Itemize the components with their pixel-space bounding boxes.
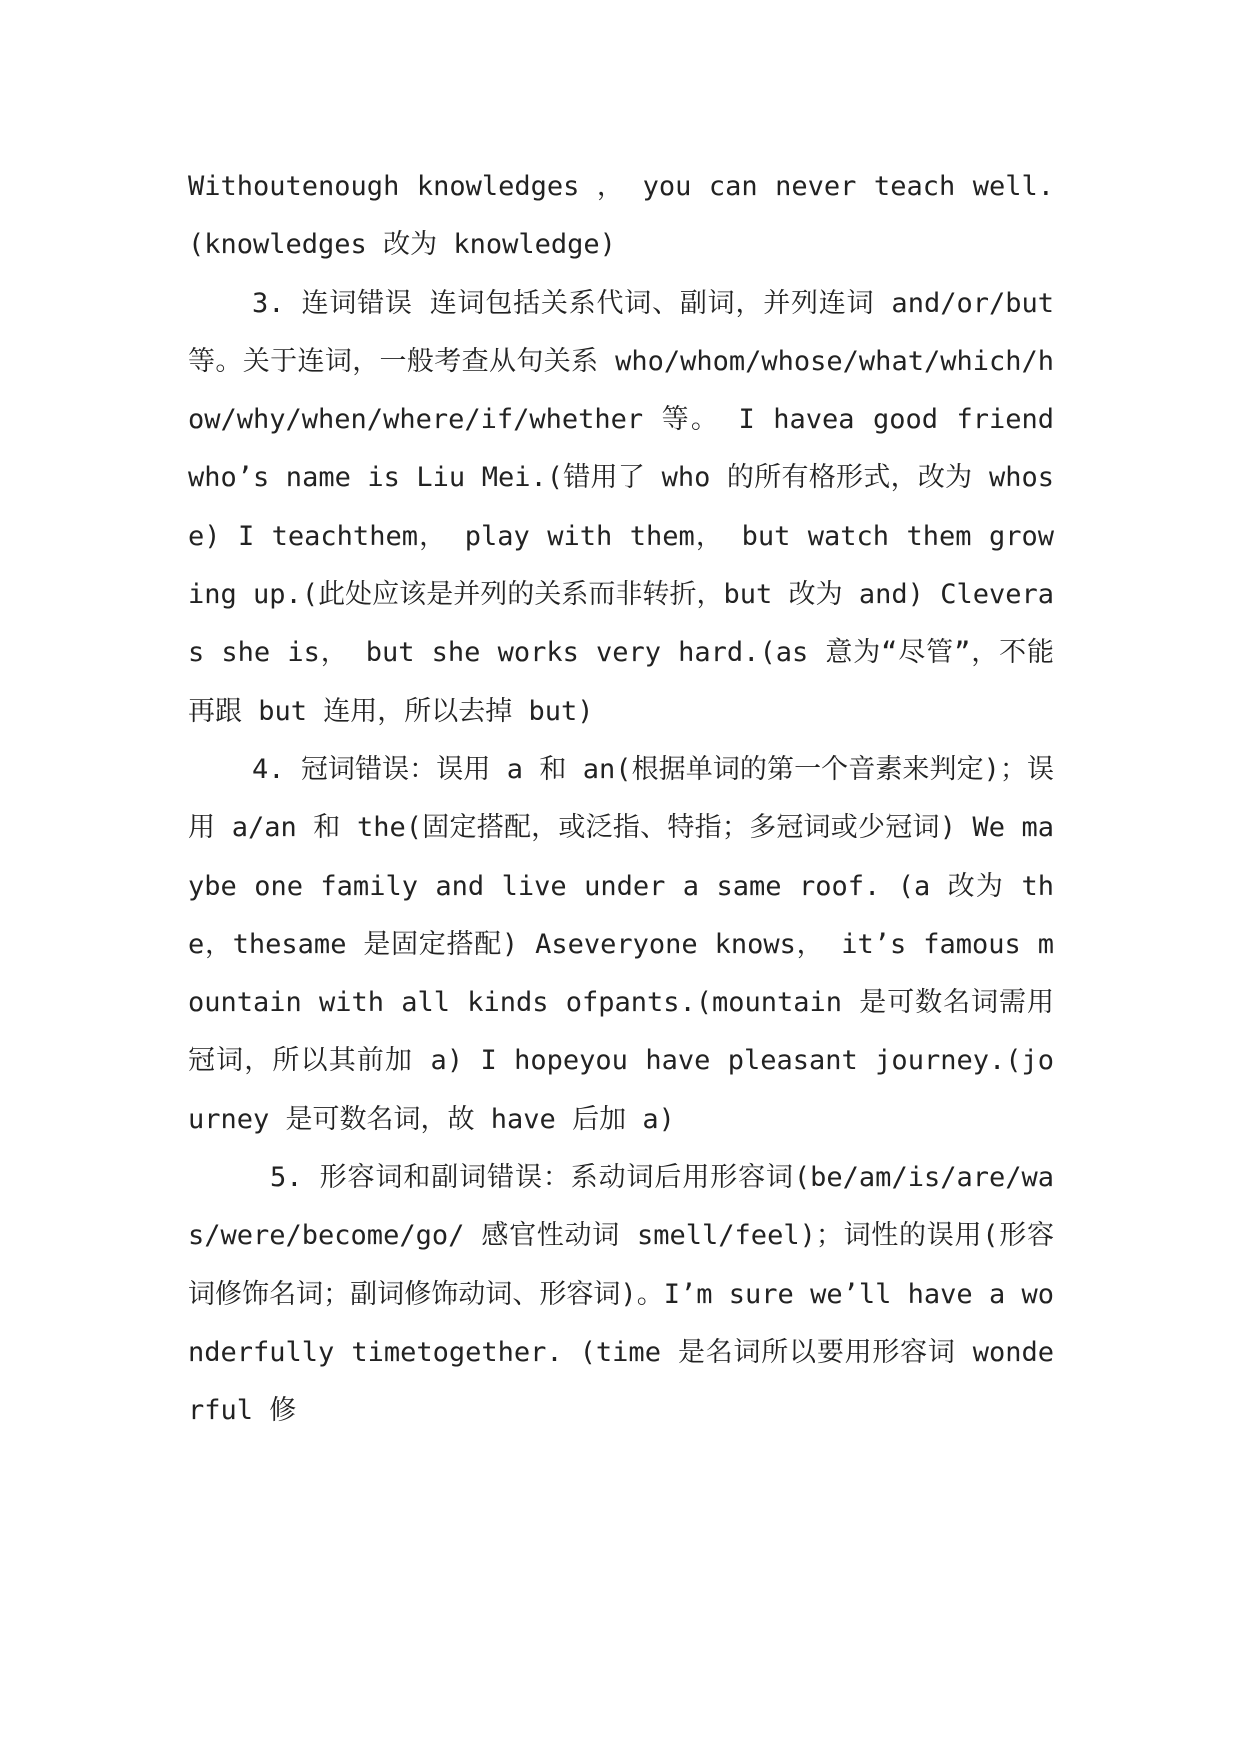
paragraph-conjunction-errors: 3. 连词错误 连词包括关系代词、副词，并列连词 and/or/but 等。关于连词，一般考查从句关系 who/whom/whose/what/which/how/why/when/where/if/whether 等。 I havea good friend who’s name is Liu Mei.(错用了 who 的所有格形式，改为 whose) I teachthem， play with them， but watch them growing up.(此处应该是并列的关系而非转折，but 改为 and) Cleveras she is， but she works very hard.(as 意为“尽管”，不能再跟 but 连用，所以去掉 but) bbox=[188, 287, 1054, 727]
paragraph-continuation: Withoutenough knowledges ， you can never teach well.(knowledges 改为 knowledge) bbox=[188, 171, 1054, 261]
document-body bbox=[188, 158, 1054, 1441]
paragraph-article-errors: 4. 冠词错误：误用 a 和 an(根据单词的第一个音素来判定)；误用 a/an 和 the(固定搭配，或泛指、特指；多冠词或少冠词) We maybe one family and live under a same roof. (a 改为 the，thesame 是固定搭配) Aseveryone knows， it’s famous mountain with all kinds ofpants.(mountain 是可数名词需用冠词，所以其前加 a) I hopeyou have pleasant journey.(journey 是可数名词，故 have 后加 a) bbox=[188, 753, 1054, 1135]
paragraph-adjective-adverb-errors: 5. 形容词和副词错误：系动词后用形容词(be/am/is/are/was/were/become/go/ 感官性动词 smell/feel)；词性的误用(形容词修饰名词；副词修饰动词、形容词)。I’m sure we’ll have a wonderfully timetogether. (time 是名词所以要用形容词 wonderful 修 bbox=[188, 1162, 1054, 1427]
